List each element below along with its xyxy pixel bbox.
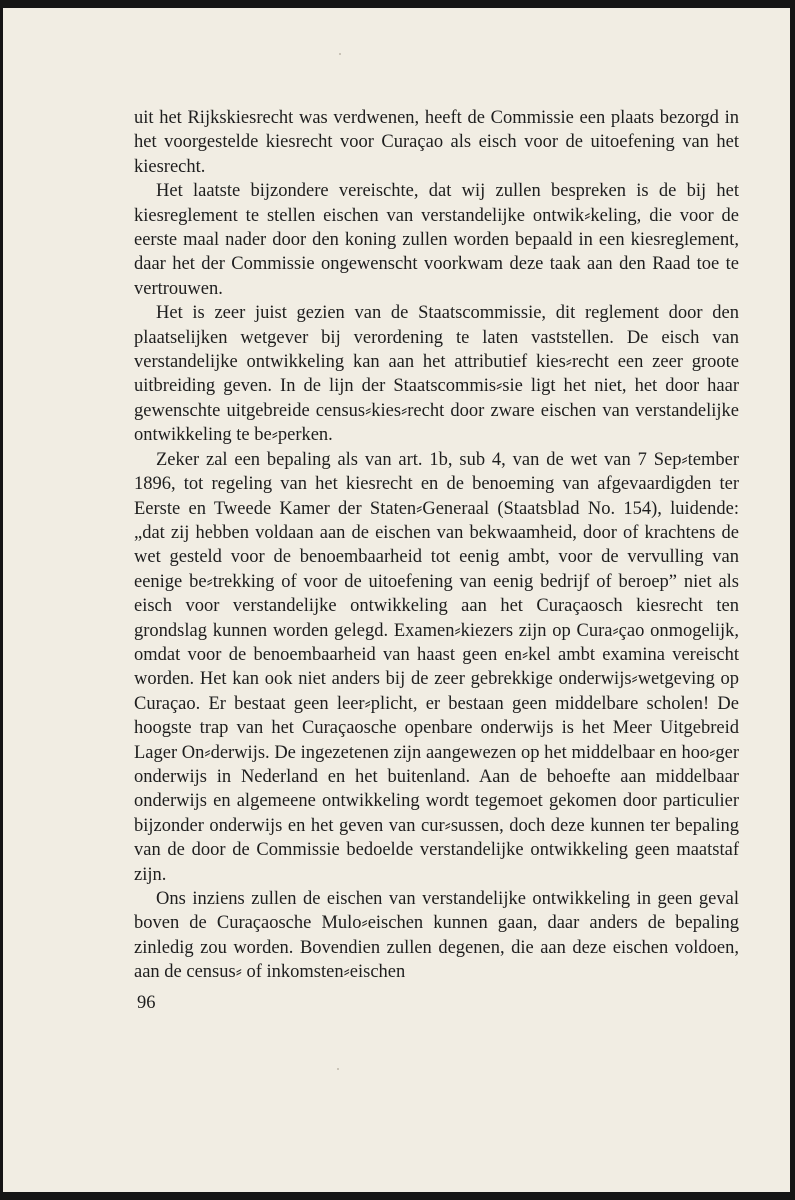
paper-speck <box>339 53 341 55</box>
paragraph: Het laatste bijzondere vereischte, dat wij zullen bespreken is de bij het kiesreglement te stellen eischen van verstandelijke ontwik⸗keling, die voor de eerste maal nader door den koning zullen worden bepaald in een kiesreglement, daar het der Commissie ongewenscht voorkwam deze taak aan den Raad toe te vertrouwen. <box>134 181 739 299</box>
paragraph: Ons inziens zullen de eischen van verstandelijke ontwikkeling in geen geval boven de Curaçaosche Mulo⸗eischen kunnen gaan, daar anders de bepaling zinledig zou worden. Bovendien zullen degenen, die aan deze eischen voldoen, aan de census⸗ of inkomsten⸗eischen <box>134 889 739 983</box>
body-text <box>134 106 739 985</box>
paragraph: Zeker zal een bepaling als van art. 1b, sub 4, van de wet van 7 Sep⸗tember 1896, tot regeling van het kiesrecht en de benoeming van afgevaardigden ter Eerste en Tweede Kamer der Staten⸗Generaal (Staatsblad No. 154), luidende: „dat zij hebben voldaan aan de eischen van bekwaamheid, door of krachtens de wet gesteld voor de benoembaarheid tot eenig ambt, voor de vervulling van eenige be⸗trekking of voor de uitoefening van eenig bedrijf of beroep” niet als eisch voor verstandelijke ontwikkeling aan het Curaçaosch kiesrecht ten grondslag kunnen worden gelegd. Examen⸗kiezers zijn op Cura⸗çao onmogelijk, omdat voor de benoembaarheid van haast geen en⸗kel ambt examina vereischt worden. Het kan ook niet anders bij de zeer gebrekkige onderwijs⸗wetgeving op Curaçao. Er bestaat geen leer⸗plicht, er bestaan geen middelbare scholen! De hoogste trap van het Curaçaosche openbare onderwijs is het Meer Uitgebreid Lager On⸗derwijs. De ingezetenen zijn aangewezen op het middelbaar en hoo⸗ger onderwijs in Nederland en het buitenland. Aan de behoefte aan middelbaar onderwijs en algemeene ontwikkeling wordt tegemoet gekomen door particulier bijzonder onderwijs en het geven van cur⸗sussen, doch deze kunnen ter bepaling van de door de Commissie bedoelde verstandelijke ontwikkeling geen maatstaf zijn. <box>134 449 739 885</box>
paper-speck <box>337 1068 339 1070</box>
paragraph: uit het Rijkskiesrecht was verdwenen, heeft de Commissie een plaats bezorgd in het voorgestelde kiesrecht voor Curaçao als eisch voor de uitoefening van het kiesrecht. <box>134 108 739 177</box>
page-number: 96 <box>137 993 156 1013</box>
paragraph: Het is zeer juist gezien van de Staatscommissie, dit reglement door den plaatselijken wetgever bij verordening te laten vaststellen. De eisch van verstandelijke ontwikkeling kan aan het attributief kies⸗recht een zeer groote uitbreiding geven. In de lijn der Staatscommis⸗sie ligt het niet, het door haar gewenschte uitgebreide census⸗kies⸗recht door zware eischen van verstandelijke ontwikkeling te be⸗perken. <box>134 303 739 446</box>
